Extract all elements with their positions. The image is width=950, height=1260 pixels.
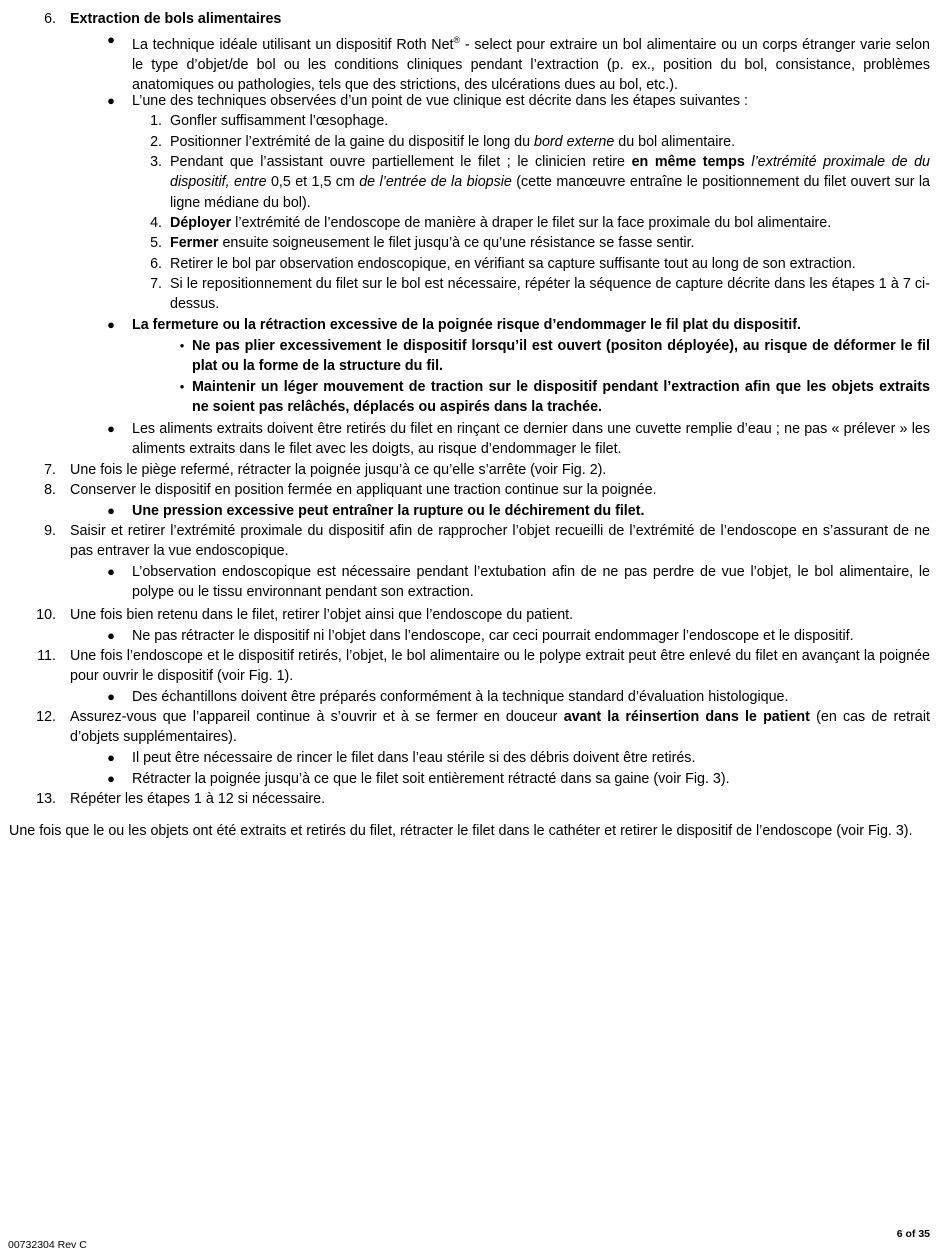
closing-paragraph: Une fois que le ou les objets ont été extraits et retirés du filet, rétracter le filet dans le cathéter et retirer le dispositif de l’endoscope (voir Fig. 3). <box>9 823 913 839</box>
numbered-item: 12. Assurez-vous que l’appareil continue à s’ouvrir et à se fermer en douceur avant la réinsertion dans le patient (en cas de retrait d’objets supplémentaires). <box>36 709 931 746</box>
bullet-icon: ● <box>107 628 115 643</box>
list-item: ● Les aliments extraits doivent être retirés du filet en rinçant ce dernier dans une cuvette remplie d’eau ; ne pas « prélever » les aliments extraits dans le filet avec les doigts, au risque d’endommager le filet. <box>90 419 930 460</box>
list-item: ● L’une des techniques observées d’un point de vue clinique est décrite dans les étapes suivantes : <box>90 91 930 111</box>
numbered-item: 10. Une fois bien retenu dans le filet, retirer l’objet ainsi que l’endoscope du patient. <box>36 607 574 623</box>
step-item: 2. Positionner l’extrémité de la gaine du dispositif le long du bord externe du bol alimentaire. <box>150 134 736 150</box>
registered-mark: ® <box>453 35 461 45</box>
bullet-icon: ● <box>107 421 115 436</box>
list-item: ● Des échantillons doivent être préparés conformément à la technique standard d’évaluation histologique. <box>90 687 930 707</box>
warning-sub-item: • Ne pas plier excessivement le dispositif lorsqu’il est ouvert (positon déployée), au risque de déformer le fil plat ou la forme de la structure du fil. <box>172 336 930 377</box>
list-item: ● La technique idéale utilisant un dispositif Roth Net® - select pour extraire un bol alimentaire ou un corps étranger varie selon le type d’objet/de bol ou les conditions cliniques pendant l’extraction (p. ex., position du bol, consistance, problèmes anatomiques ou pathologies, tels que des strictions, des ulcérations dues au bol, etc.). <box>90 30 930 96</box>
section-number: 6. <box>44 11 56 27</box>
numbered-item: 7. Une fois le piège refermé, rétracter la poignée jusqu’à ce qu’elle s’arrête (voir Fig. 2). <box>44 462 607 478</box>
numbered-item: 9. Saisir et retirer l’extrémité proximale du dispositif afin de rapprocher l’objet recueilli de l’extrémité de l’endoscope en s’assurant de ne pas entraver la vue endoscopique. <box>44 523 930 560</box>
bullet-icon: ● <box>107 564 115 579</box>
list-item: ● Ne pas rétracter le dispositif ni l’objet dans l’endoscope, car ceci pourrait endommager l’endoscope et le dispositif. <box>90 626 930 646</box>
bullet-icon: ● <box>107 771 115 786</box>
bullet-icon: ● <box>107 689 115 704</box>
step-item: 6. Retirer le bol par observation endoscopique, en vérifiant sa capture suffisante tout au long de son extraction. <box>150 256 856 272</box>
page-number: 6 of 35 <box>896 1228 930 1240</box>
bullet-icon: ● <box>107 503 115 518</box>
list-item: ● Il peut être nécessaire de rincer le filet dans l’eau stérile si des débris doivent être retirés. <box>90 748 930 768</box>
warning-item: ● Une pression excessive peut entraîner la rupture ou le déchirement du filet. <box>90 501 930 521</box>
step-item: 4. Déployer l’extrémité de l’endoscope de manière à draper le filet sur la face proximale du bol alimentaire. <box>150 215 832 231</box>
numbered-item: 11. Une fois l’endoscope et le dispositif retirés, l’objet, le bol alimentaire ou le polype extrait peut être enlevé du filet en avançant la poignée pour ouvrir le dispositif (voir Fig. 1). <box>37 648 930 685</box>
numbered-item: 13. Répéter les étapes 1 à 12 si nécessaire. <box>36 791 326 807</box>
bullet-icon: ● <box>107 317 115 332</box>
warning-item: ● La fermeture ou la rétraction excessive de la poignée risque d’endommager le fil plat du dispositif. <box>90 315 930 335</box>
bullet-icon: ● <box>107 750 115 765</box>
bullet-icon: • <box>179 379 185 394</box>
step-item: 5. Fermer ensuite soigneusement le filet jusqu’à ce qu’une résistance se fasse sentir. <box>150 235 695 251</box>
document-id: 00732304 Rev C <box>8 1239 87 1251</box>
bullet-icon: ● <box>107 32 115 47</box>
section-6-heading <box>0 9 930 29</box>
list-item: ● Rétracter la poignée jusqu’à ce que le filet soit entièrement rétracté dans sa gaine (voir Fig. 3). <box>90 769 930 789</box>
step-item: 7. Si le repositionnement du filet sur le bol est nécessaire, répéter la séquence de capture décrite dans les étapes 1 à 7 ci-dessus. <box>150 276 930 313</box>
section-title: Extraction de bols alimentaires <box>70 11 282 27</box>
warning-sub-item: • Maintenir un léger mouvement de traction sur le dispositif pendant l’extraction afin que les objets extraits ne soient pas relâchés, déplacés ou aspirés dans la trachée. <box>172 377 930 418</box>
bullet-icon: • <box>179 338 185 353</box>
list-item: ● L’observation endoscopique est nécessaire pendant l’extubation afin de ne pas perdre de vue l’objet, le bol alimentaire, le polype ou le tissu environnant pendant son extraction. <box>90 562 930 603</box>
bullet-icon: ● <box>107 93 115 108</box>
step-item: 3. Pendant que l’assistant ouvre partiellement le filet ; le clinicien retire en même temps l’extrémité proximale de du dispositif, entre 0,5 et 1,5 cm de l’entrée de la biopsie (cette manœuvre entraîne le positionnement du filet ouvert sur la ligne médiane du bol). <box>150 154 930 211</box>
numbered-item: 8. Conserver le dispositif en position fermée en appliquant une traction continue sur la poignée. <box>44 482 657 498</box>
step-item: 1. Gonfler suffisamment l’œsophage. <box>150 113 389 129</box>
